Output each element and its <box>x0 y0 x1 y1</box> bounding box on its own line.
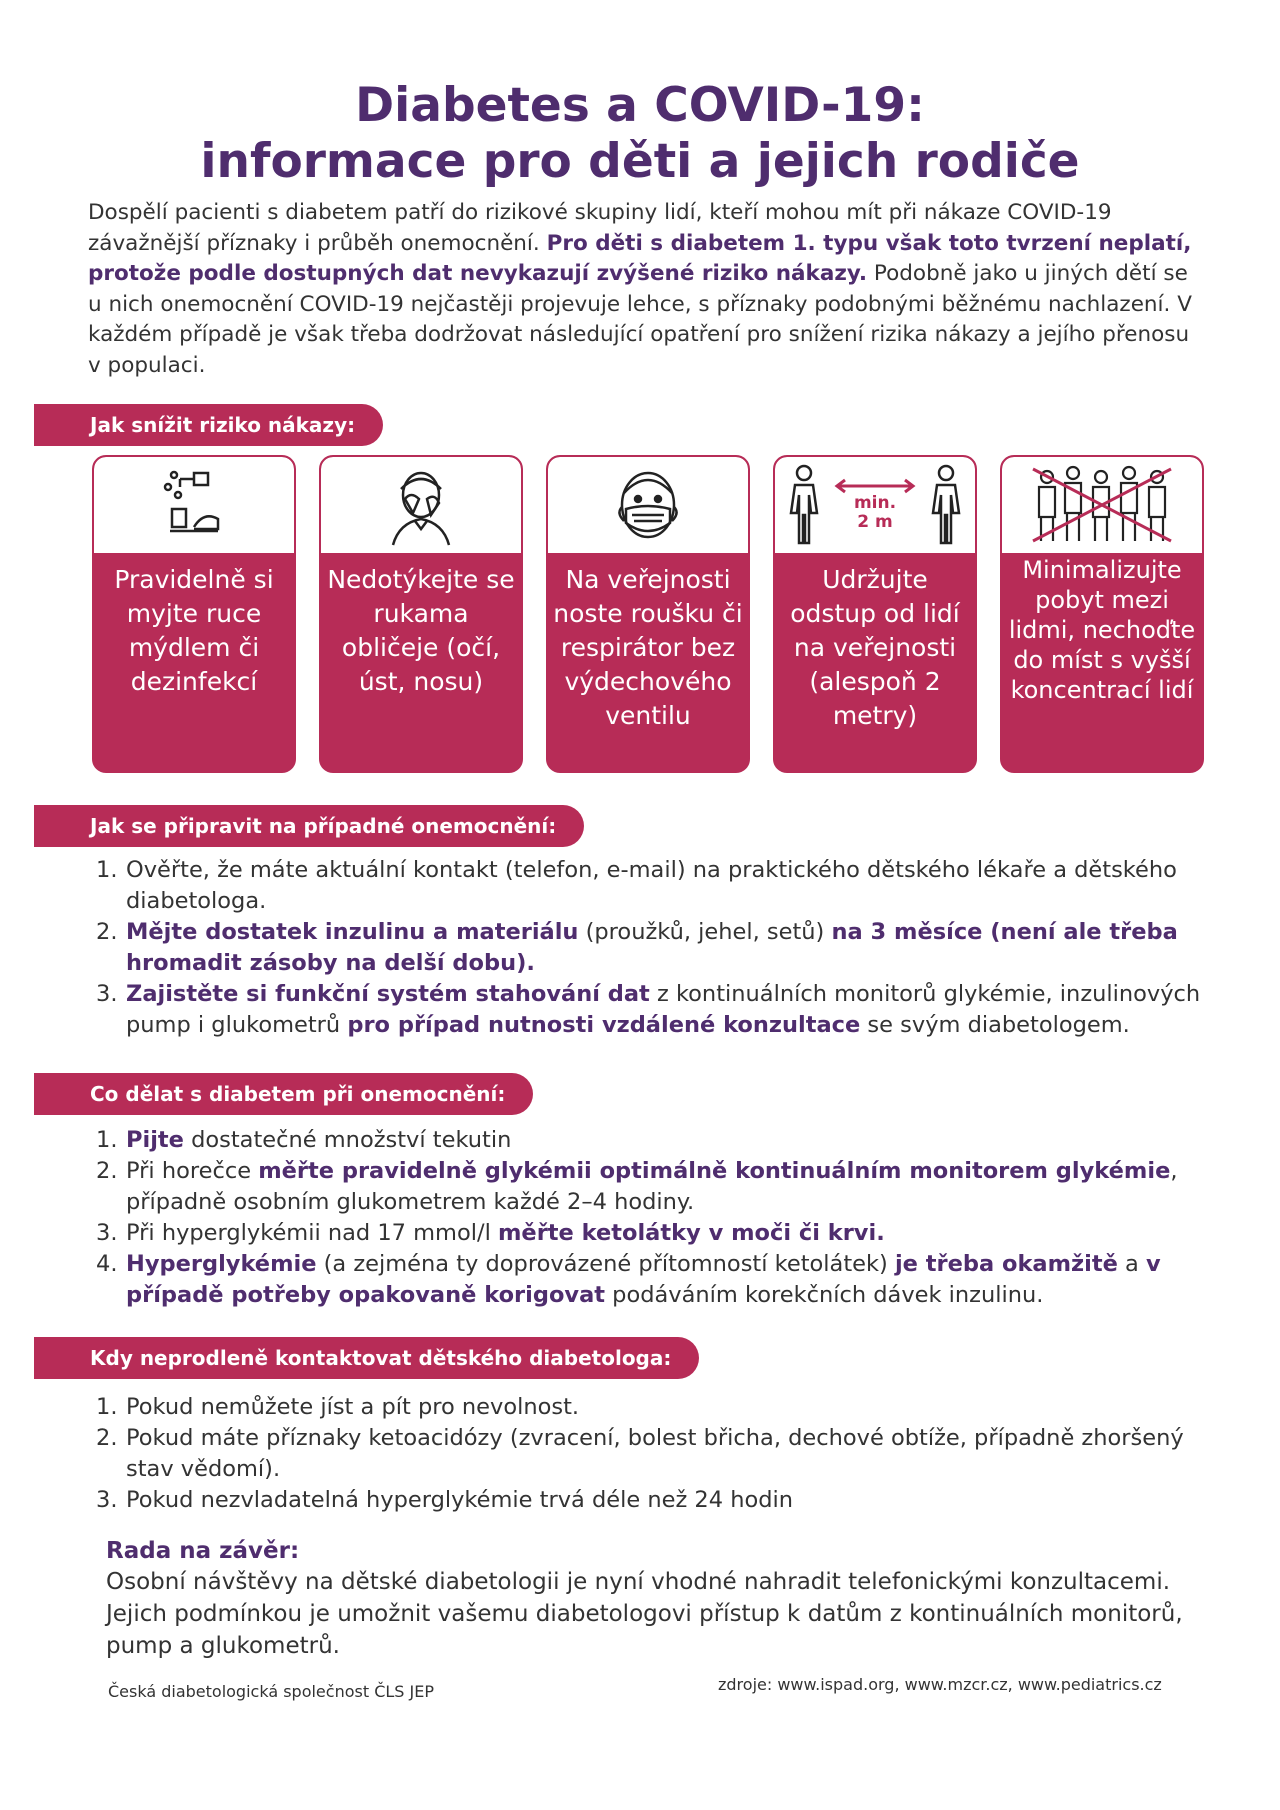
intro-highlight: Pro děti s diabetem 1. typu však toto tvrzení neplatí, protože podle dostupných dat nevykazují zvýšené riziko nákazy. <box>88 230 1192 286</box>
face-touch-icon <box>379 463 463 547</box>
list-item: 4. Hyperglykémie (a zejména ty doprovázené přítomností ketolátek) je třeba okamžitě a v případě potřeby opakovaně korigovat podáváním korekčních dávek inzulinu. <box>96 1251 1161 1308</box>
intro-text-2: Podobně jako u jiných dětí se u nich onemocnění COVID-19 nejčastěji projevuje lehce, s příznaky podobnými běžnému nachlazení. V každém případě je však třeba dodržovat následující opatření pro snížení rizika nákazy a jejího přenosu v populaci. <box>88 261 1192 378</box>
intro-paragraph <box>88 198 1206 381</box>
section-label-during-illness: Co dělat s diabetem při onemocnění: <box>34 1073 533 1115</box>
title-line-2: informace pro děti a jejich rodiče <box>200 134 1080 189</box>
card-distance <box>773 455 977 773</box>
card-no-crowd <box>1000 455 1204 773</box>
page-title <box>0 78 1280 190</box>
section-label-prepare: Jak se připravit na případné onemocnění: <box>34 805 584 847</box>
list-item: 2. Mějte dostatek inzulinu a materiálu (proužků, jehel, setů) na 3 měsíce (není ale třeba hromadit zásoby na delší dobu). <box>96 919 1178 976</box>
during-illness-list <box>96 1125 1206 1311</box>
prevention-cards <box>92 455 1204 775</box>
face-mask-icon <box>606 463 690 547</box>
card-text: Na veřejnosti noste roušku či respirátor bez výdechového ventilu <box>553 565 743 730</box>
list-item: 2. Pokud máte příznaky ketoacidózy (zvracení, bolest břicha, dechové obtíže, případně zhoršený stav vědomí). <box>96 1425 1184 1482</box>
advice-text: Osobní návštěvy na dětské diabetologii je nyní vhodné nahradit telefonickými konzultacemi. Jejich podmínkou je umožnit vašemu diabetologovi přístup k datům z kontinuálních monitorů, pump a glukometrů. <box>106 1569 1183 1659</box>
title-line-1: Diabetes a COVID-19: <box>355 78 925 133</box>
intro-text-1: Dospělí pacienti s diabetem patří do rizikové skupiny lidí, kteří mohou mít při nákaze COVID-19 závažnější příznaky i průběh onemocnění. <box>88 200 1112 256</box>
distance-min-label: min. <box>853 493 897 513</box>
list-item: 2. Při horečce měřte pravidelně glykémii optimálně kontinuálním monitorem glykémie, případně osobním glukometrem každé 2–4 hodiny. <box>96 1158 1178 1215</box>
section-label-reduce-risk: Jak snížit riziko nákazy: <box>34 404 383 446</box>
footer-sources: zdroje: www.ispad.org, www.mzcr.cz, www.pediatrics.cz <box>718 1675 1162 1694</box>
hand-wash-icon <box>154 465 234 545</box>
section-label-contact-diabetologist: Kdy neprodleně kontaktovat dětského diabetologa: <box>34 1337 699 1379</box>
distance-value-label: 2 m <box>857 512 893 532</box>
card-text: Minimalizujte pobyt mezi lidmi, nechoďte do míst s vyšší koncentrací lidí <box>1008 556 1196 704</box>
contact-list <box>96 1392 1206 1516</box>
person-icon <box>931 463 961 547</box>
list-item: 1. Pokud nemůžete jíst a pít pro nevolnost. <box>96 1394 580 1420</box>
prepare-list <box>96 855 1206 1041</box>
card-hand-wash <box>92 455 296 773</box>
card-text: Nedotýkejte se rukama obličeje (očí, úst, nosu) <box>327 565 515 696</box>
list-item: 1. Ověřte, že máte aktuální kontakt (telefon, e-mail) na praktického dětského lékaře a dětského diabetologa. <box>96 857 1177 914</box>
list-item: 3. Při hyperglykémii nad 17 mmol/l měřte ketolátky v moči či krvi. <box>96 1220 885 1246</box>
footer-organization: Česká diabetologická společnost ČLS JEP <box>108 1682 434 1701</box>
list-item: 1. Pijte dostatečné množství tekutin <box>96 1127 512 1153</box>
list-item: 3. Pokud nezvladatelná hyperglykémie trvá déle než 24 hodin <box>96 1487 794 1513</box>
card-face-mask <box>546 455 750 773</box>
card-text: Udržujte odstup od lidí na veřejnosti (alespoň 2 metry) <box>790 565 960 730</box>
advice-heading: Rada na závěr: <box>106 1538 300 1564</box>
card-no-face-touch <box>319 455 523 773</box>
double-arrow-icon <box>833 478 917 494</box>
person-icon <box>789 463 819 547</box>
no-crowd-icon <box>1027 463 1177 547</box>
list-item: 3. Zajistěte si funkční systém stahování dat z kontinuálních monitorů glykémie, inzulinových pump i glukometrů pro případ nutnosti vzdálené konzultace se svým diabetologem. <box>96 981 1201 1038</box>
card-text: Pravidelně si myjte ruce mýdlem či dezinfekcí <box>114 565 274 696</box>
